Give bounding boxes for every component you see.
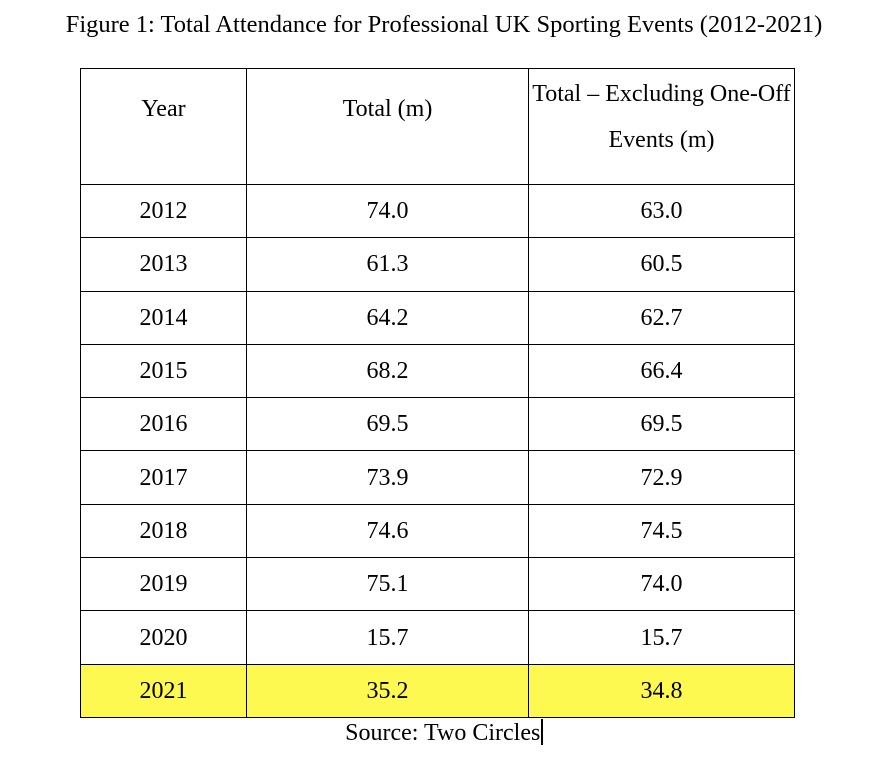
cell-year: 2016 <box>81 398 247 451</box>
cell-excluding: 62.7 <box>529 291 795 344</box>
cell-year: 2017 <box>81 451 247 504</box>
source-text: Source: Two Circles <box>345 720 541 746</box>
cell-year: 2012 <box>81 185 247 238</box>
cell-excluding: 60.5 <box>529 238 795 291</box>
header-total: Total (m) <box>247 69 529 185</box>
table-row <box>81 291 795 344</box>
table-row <box>81 185 795 238</box>
cell-year: 2018 <box>81 504 247 557</box>
cell-total: 64.2 <box>247 291 529 344</box>
cell-year: 2014 <box>81 291 247 344</box>
table-row <box>81 504 795 557</box>
cell-total: 35.2 <box>247 664 529 717</box>
cell-excluding: 66.4 <box>529 344 795 397</box>
cell-total: 74.0 <box>247 185 529 238</box>
attendance-table <box>80 68 795 718</box>
table-body <box>81 185 795 718</box>
table-row <box>81 451 795 504</box>
cell-year: 2021 <box>81 664 247 717</box>
cell-total: 15.7 <box>247 611 529 664</box>
table-row <box>81 611 795 664</box>
table-row <box>81 238 795 291</box>
cell-excluding: 15.7 <box>529 611 795 664</box>
table-row <box>81 344 795 397</box>
source-note[interactable] <box>0 716 888 750</box>
cell-total: 73.9 <box>247 451 529 504</box>
header-year: Year <box>81 69 247 185</box>
cell-excluding: 34.8 <box>529 664 795 717</box>
cell-total: 68.2 <box>247 344 529 397</box>
figure-caption: Figure 1: Total Attendance for Professional UK Sporting Events (2012-2021) <box>65 11 823 38</box>
table-header-row <box>81 69 795 185</box>
header-total-excluding-one-off: Total – Excluding One-Off Events (m) <box>529 69 795 185</box>
cell-total: 74.6 <box>247 504 529 557</box>
cell-total: 75.1 <box>247 558 529 611</box>
table-row <box>81 398 795 451</box>
cell-excluding: 74.0 <box>529 558 795 611</box>
table-row <box>81 558 795 611</box>
cell-excluding: 72.9 <box>529 451 795 504</box>
table-row-highlighted <box>81 664 795 717</box>
text-cursor <box>541 719 543 745</box>
cell-year: 2013 <box>81 238 247 291</box>
cell-excluding: 63.0 <box>529 185 795 238</box>
cell-year: 2019 <box>81 558 247 611</box>
cell-excluding: 69.5 <box>529 398 795 451</box>
cell-excluding: 74.5 <box>529 504 795 557</box>
cell-total: 69.5 <box>247 398 529 451</box>
cell-year: 2015 <box>81 344 247 397</box>
cell-total: 61.3 <box>247 238 529 291</box>
cell-year: 2020 <box>81 611 247 664</box>
